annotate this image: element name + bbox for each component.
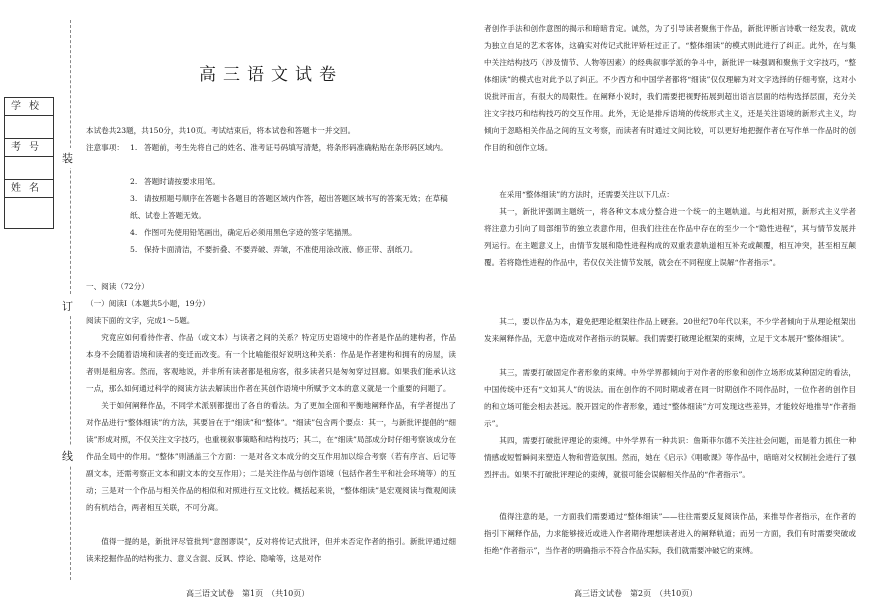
passage-paragraph: 在采用“整体细读”的方法时，还需要关注以下几点： <box>499 190 675 199</box>
exam-number-label: 考号 <box>5 139 53 157</box>
name-label: 姓名 <box>5 180 53 198</box>
page-footer: 高三语文试卷 第1页 （共10页） <box>186 589 310 598</box>
note-item: 5. 保持卡面清洁，不要折叠、不要弄破、弄皱，不准使用涂改液、修正带、刮纸刀。 <box>130 245 418 254</box>
page-one <box>86 0 456 603</box>
subsection-heading: （一）阅读Ⅰ（本题共5小题，19分） <box>86 299 210 308</box>
note-item: 3. 请按照题号顺序在答题卡各题目的答题区域内作答，超出答题区域书写的答案无效；在草稿纸、试卷上答题无效。 <box>130 194 448 220</box>
school-label: 学校 <box>5 98 53 116</box>
note-item: 2. 答题时请按要求用笔。 <box>130 177 220 186</box>
page-two <box>484 0 856 603</box>
page-footer: 高三语文试卷 第2页 （共10页） <box>574 589 698 598</box>
student-info-box <box>4 97 54 229</box>
exam-title: 高三语文试卷 <box>199 65 343 85</box>
section-heading: 一、阅读（72分） <box>86 282 149 291</box>
note-item: 1. 答题前，考生先将自己的姓名、准考证号码填写清楚，将条形码准确粘贴在条形码区域内。 <box>130 143 448 152</box>
passage-paragraph: 其三，需要打破固定作者形象的束缚。中外学界都倾向于对作者的形象和创作立场形成某种固定的看法，中国传统中还有“文如其人”的说法。而在创作的不同时期或者在同一时期创作不同作品时，一位作者的创作目的和立场可能会相去甚远。脱开固定的作者形象，通过“整体细读”方可发现这些差异，才能较好地推导“作者指示”。 <box>484 368 856 428</box>
school-field[interactable] <box>5 116 53 139</box>
binding-mark: 线 <box>62 446 73 466</box>
passage-paragraph: 究竟应如何看待作者、作品（或文本）与读者之间的关系？特定历史语境中的作者是作品的建构者，作品本身不会随着语境和读者的变迁而改变。有一个比喻能很好说明这种关系：作品是作者建构和拥有的房屋，读者则是租房客。然而，客观地说，并非所有读者都是租房客，很多读者只是匆匆穿过回廊。如果我们能承认这一点，那么如何通过科学的阅读方法去解读出作者在其创作语境中所赋予文本的意义就是一个重要的问题了。 <box>86 333 456 393</box>
name-field[interactable] <box>5 198 53 228</box>
passage-paragraph: 关于如何阐释作品，不同学术派别都提出了各自的看法。为了更加全面和平衡地阐释作品，有学者提出了对作品进行“整体细读”的方法，其要旨在于“细读”和“整体”。“细读”包含两个要点：其一，与新批评提倡的“细读”形成对照，不仅关注文字技巧，也重视叙事策略和结构技巧；其二，在“细读”局部成分时仔细考察该成分在作品全局中的作用。“整体”则涵盖三个方面：一是对各文本成分的交互作用加以综合考察（若有序言、后记等副文本，还需考察正文本和副文本的交互作用）；二是关注作品与创作语境（包括作者生平和社会环境等）的互动；三是对一个作品与相关作品的相似和对照进行互文比较。概括起来说，“整体细读”是宏观阅读与微观阅读的有机结合，两者相互关联，不可分离。 <box>86 401 456 512</box>
note-item: 4. 作图可先使用铅笔画出，确定后必须用黑色字迹的签字笔描黑。 <box>130 228 357 237</box>
binding-mark: 订 <box>62 296 73 316</box>
passage-paragraph: 其一，新批评强调主题统一，将各种文本成分整合进一个统一的主题轨道。与此相对照，新形式主义学者将注意力引向了局部细节的独立表意作用，但我们往往在作品中存在的至少一个“隐性进程”，其与情节发展并列运行。在主题意义上，由情节发展和隐性进程构成的双重表意轨道相互补充或颠覆，相互冲突，甚至相互颠覆。若将隐性进程的作品中，若仅仅关注情节发展，就会在不同程度上误解“作者指示”。 <box>484 207 856 267</box>
passage-paragraph: 其二，要以作品为本，避免把理论框架往作品上硬套。20世纪70年代以来，不少学者倾向于从理论框架出发来阐释作品，无意中造成对作者指示的误解。我们需要打破理论框架的束缚，立足于文本展开“整体细读”。 <box>484 317 856 343</box>
passage-paragraph: 其四，需要打破批评理论的束缚。中外学界有一种共识：詹斯菲尔德不关注社会问题，而是着力抓住一种情感或短暂瞬间来塑造人物和营造氛围。然而，她在《启示》《唱歌课》等作品中，暗暗对父权制社会进行了强烈抨击。如果不打破批评理论的束缚，就很可能会误解相关作品的“作者指示”。 <box>484 436 856 479</box>
passage-paragraph: 值得注意的是，一方面我们需要通过“整体细读”——往往需要反复阅读作品，来推导作者指示，在作者的指引下阐释作品，力求能够接近或进入作者期待理想读者进入的阐释轨道；而另一方面，我们有时需要突破或拒绝“作者指示”，当作者的明确指示不符合作品实际，我们就需要冲破它的束缚。 <box>484 512 856 555</box>
exam-number-field[interactable] <box>5 157 53 180</box>
notes-label: 注意事项： <box>86 143 124 152</box>
passage-paragraph: 者创作手法和创作意图的揭示和暗暗肯定。诚然，为了引导读者聚焦于作品，新批评断言诗歌一经发表，就成为独立自足的艺术客体，这确实对传记式批评矫枉过正了。“整体细读”的模式则此进行了纠正。此外，在与集中关注结构技巧（涉及情节、人物等因素）的经典叙事学派的争斗中，新批评一味强调和聚焦于文字技巧，“整体细读”的模式也对此予以了纠正。不少西方和中国学者都将“细读”仅仅理解为对文字选择的仔细考察，这对小说批评而言，有很大的局限性。在阐释小说时，我们需要把视野拓展到超出语言层面的结构选择层面，充分关注文字技巧和结构技巧的交互作用。此外，无论是排斥语境的传统形式主义，还是关注语境的新形式主义，均倾向于忽略相关作品之间的互文考察，而读者有时通过文间比较，可以更好地把握作者在写作单一作品时的创作目的和创作立场。 <box>484 24 856 152</box>
binding-mark: 装 <box>62 148 73 168</box>
passage-paragraph: 值得一提的是，新批评尽管批判“意图谬误”，反对将传记式批评，但并未否定作者的指引。新批评通过细读来挖掘作品的结构张力、意义含混、反讽、悖论、隐喻等，这是对作 <box>86 537 456 563</box>
exam-intro: 本试卷共23题，共150分，共10页。考试结束后，将本试卷和答题卡一并交回。 <box>86 126 356 135</box>
reading-instruction: 阅读下面的文字，完成1～5题。 <box>86 316 195 325</box>
